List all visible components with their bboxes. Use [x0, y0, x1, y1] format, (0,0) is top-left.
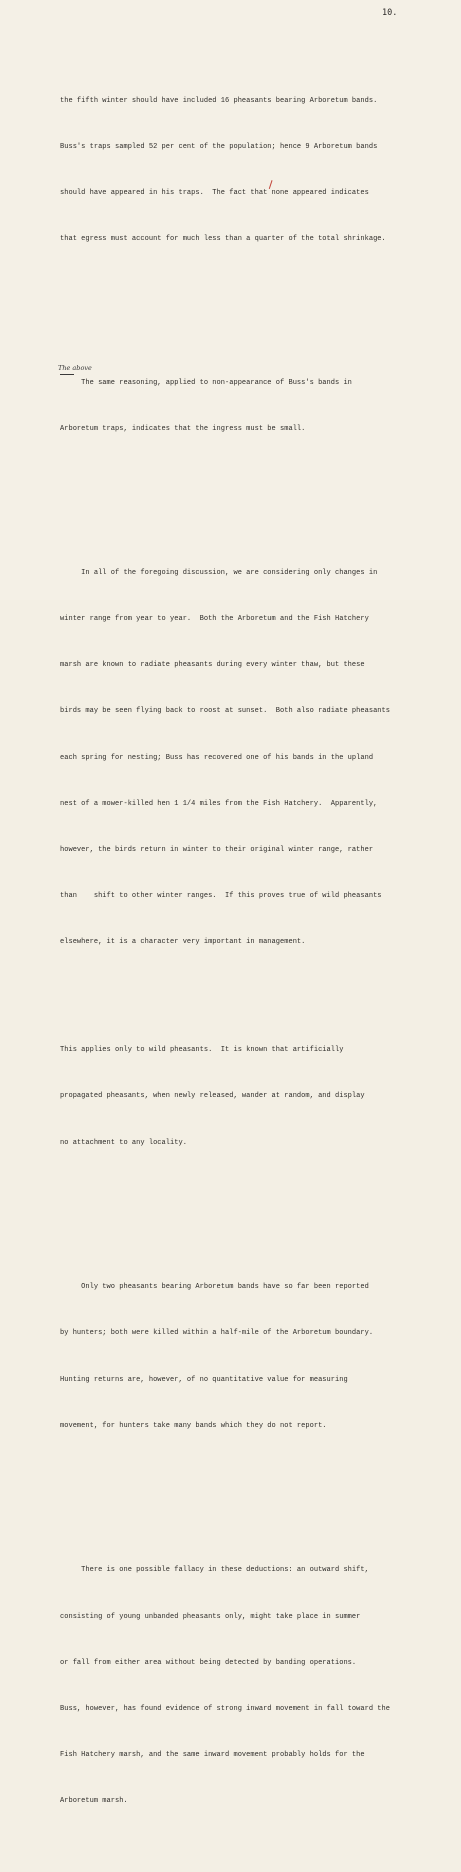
paragraph-1	[60, 63, 440, 279]
text-line: elsewhere, it is a character very important in management.	[60, 938, 306, 947]
text-line: In all of the foregoing discussion, we are considering only changes in	[60, 568, 378, 577]
text-line: no attachment to any locality.	[60, 1138, 187, 1147]
text-line: There is one possible fallacy in these deductions: an outward shift,	[60, 1566, 369, 1575]
text-line: should have appeared in his traps. The fact that none appeared indicates	[60, 189, 369, 198]
text-line: Arboretum marsh.	[60, 1797, 128, 1806]
text-line: winter range from year to year. Both the Arboretum and the Fish Hatchery	[60, 614, 369, 623]
paragraph-6	[60, 1533, 440, 1841]
text-line: than shift to other winter ranges. If this proves true of wild pheasants	[60, 892, 382, 901]
text-line: however, the birds return in winter to their original winter range, rather	[60, 845, 374, 854]
page-number: 10.	[382, 8, 398, 18]
text-line: Arboretum traps, indicates that the ingress must be small.	[60, 425, 306, 434]
text-line: Fish Hatchery marsh, and the same inward movement probably holds for the	[60, 1751, 365, 1760]
text-line: propagated pheasants, when newly released, wander at random, and display	[60, 1092, 365, 1101]
text-line: Only two pheasants bearing Arboretum bands have so far been reported	[60, 1283, 369, 1292]
handwritten-insertion: The above	[58, 364, 92, 372]
text-line: nest of a mower-killed hen 1 1/4 miles from the Fish Hatchery. Apparently,	[60, 799, 378, 808]
text-line: birds may be seen flying back to roost at sunset. Both also radiate pheasants	[60, 707, 390, 716]
paragraph-3	[60, 535, 440, 982]
text-line: marsh are known to radiate pheasants during every winter thaw, but these	[60, 661, 365, 670]
text-line: This applies only to wild pheasants. It is known that artificially	[60, 1046, 344, 1055]
text-line: or fall from either area without being detected by banding operations.	[60, 1658, 357, 1667]
text-line: each spring for nesting; Buss has recovered one of his bands in the upland	[60, 753, 374, 762]
text-line: that egress must account for much less than a quarter of the total shrinkage.	[60, 235, 386, 244]
text-line: The same reasoning, applied to non-appearance of Buss's bands in	[60, 378, 352, 387]
paragraph-4	[60, 1012, 440, 1181]
typed-body-text	[60, 32, 440, 1872]
text-line: by hunters; both were killed within a half-mile of the Arboretum boundary.	[60, 1329, 374, 1338]
text-line: movement, for hunters take many bands which they do not report.	[60, 1421, 327, 1430]
text-line: Hunting returns are, however, of no quantitative value for measuring	[60, 1375, 348, 1384]
text-line: consisting of young unbanded pheasants only, might take place in summer	[60, 1612, 361, 1621]
text-line: Buss, however, has found evidence of strong inward movement in fall toward the	[60, 1705, 390, 1714]
paragraph-2	[60, 345, 440, 468]
text-line: Buss's traps sampled 52 per cent of the population; hence 9 Arboretum bands	[60, 142, 378, 151]
text-line: the fifth winter should have included 16 pheasants bearing Arboretum bands.	[60, 96, 378, 105]
paragraph-5	[60, 1249, 440, 1465]
